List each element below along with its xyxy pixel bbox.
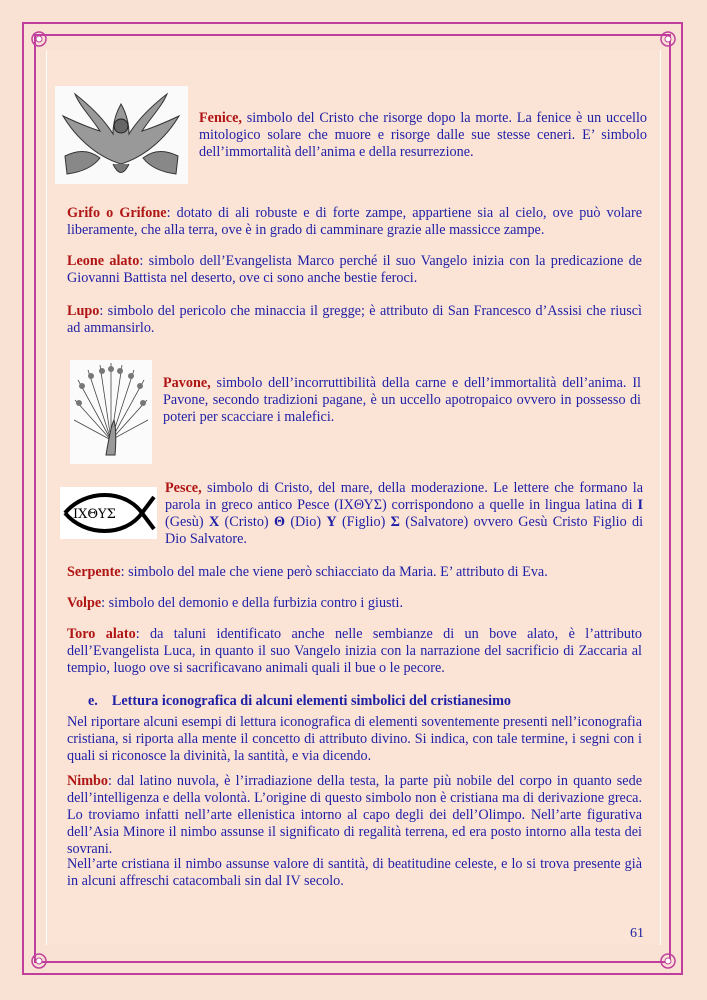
entry-grifo: [67, 205, 642, 239]
entry-fenice: [199, 110, 647, 161]
text-volpe: : simbolo del demonio e della furbizia contro i giusti.: [101, 595, 403, 611]
term-lupo: Lupo: [67, 303, 100, 319]
text-toro: : da taluni identificato anche nelle sembianze di un bove alato, è l’attributo dell’Evangelista Luca, in quanto il suo Vangelo inizia con la narrazione del sacrificio di Zaccaria al tempio, luogo ove si sacrificavano animali quali il bue o le pecore.: [67, 626, 642, 676]
term-fenice: Fenice,: [199, 110, 242, 126]
corner-ornament-icon: [28, 950, 50, 972]
section-heading: [88, 693, 511, 710]
corner-ornament-icon: [657, 950, 679, 972]
text-pesce-3: (Cristo): [219, 514, 274, 530]
entry-lupo: [67, 303, 642, 337]
corner-ornament-icon: [28, 28, 50, 50]
entry-toro: [67, 626, 642, 677]
letter-theta: Θ: [273, 514, 286, 530]
term-volpe: Volpe: [67, 595, 102, 611]
text-leone: : simbolo dell’Evangelista Marco perché il suo Vangelo inizia con la predicazione de Giovanni Battista nel deserto, ove ci sono anche bestie feroci.: [67, 253, 642, 286]
text-pesce-1: simbolo di Cristo, del mare, della moderazione. Le lettere che formano la parola in greco antico Pesce (ΙΧΘΥΣ) corrispondono a quelle in lingua latina di: [165, 480, 643, 513]
entry-volpe: [67, 595, 642, 612]
letter-x: X: [208, 514, 220, 530]
letter-i: I: [637, 497, 643, 513]
nimbo-paragraph-2: Nell’arte cristiana il nimbo assunse valore di santità, di beatitudine celeste, e lo si trova presente già in alcuni affreschi catacombali sin dal IV secolo.: [67, 856, 642, 889]
entry-serpente: [67, 564, 642, 581]
corner-ornament-icon: [657, 28, 679, 50]
text-pesce-5: (Figlio): [336, 514, 391, 530]
text-nimbo: : dal latino nuvola, è l’irradiazione della testa, la parte più nobile del corpo in quanto sede dell’intelligenza e della volontà. L’origine di questo simbolo non è cristiana ma di derivazione greca. Lo troviamo infatti nell’arte ellenistica intorno al capo degli dei dell’Olimpo. Nell’arte figurativa dell’Asia Minore il nimbo assunse il significato di regalità terrena, ed era posto intorno alla testa dei sovrani.: [67, 773, 642, 857]
letter-sigma: Σ: [390, 514, 400, 530]
section-intro: Nel riportare alcuni esempi di lettura iconografica di elementi soventemente presenti nell’iconografia cristiana, si riporta alla mente il concetto di attributo divino. Si indica, con tale termine, i segni con i quali si riconosce la divinità, la santità, e via dicendo.: [67, 714, 642, 764]
text-pavone: simbolo dell’incorruttibilità della carne e dell’immortalità dell’anima. Il Pavone, secondo tradizioni pagane, è un uccello apotropaico ovvero in possesso di poteri per scacciare i malefici.: [163, 375, 641, 425]
term-grifo: Grifo: [67, 205, 101, 221]
entry-leone: [67, 253, 642, 287]
term-grifone: Grifone: [119, 205, 167, 221]
term-serpente: Serpente: [67, 564, 121, 580]
text-pesce-4: (Dio): [285, 514, 327, 530]
section-title: Lettura iconografica di alcuni elementi simbolici del cristianesimo: [111, 693, 512, 709]
entry-pesce: [165, 480, 643, 548]
peacock-image: [70, 360, 152, 464]
text-serpente: : simbolo del male che viene però schiacciato da Maria. E’ attributo di Eva.: [120, 564, 548, 580]
term-toro: Toro alato: [67, 626, 136, 642]
term-grifo-sep: o: [100, 205, 120, 221]
ichthys-label: ΙΧΘΥΣ: [73, 507, 116, 522]
term-nimbo: Nimbo: [67, 773, 108, 789]
term-leone: Leone alato: [67, 253, 140, 269]
text-pesce-2: (Gesù): [165, 514, 209, 530]
page-number: 61: [630, 926, 644, 941]
letter-y: Y: [326, 514, 337, 530]
section-letter: e.: [88, 693, 98, 709]
entry-nimbo: [67, 773, 642, 858]
text-lupo: : simbolo del pericolo che minaccia il gregge; è attributo di San Francesco d’Assisi che riuscì ad ammansirlo.: [67, 303, 642, 336]
term-pavone: Pavone,: [163, 375, 211, 391]
entry-pavone: [163, 375, 641, 426]
text-fenice: simbolo del Cristo che risorge dopo la morte. La fenice è un uccello mitologico solare che muore e risorge dalle sue stesse ceneri. E’ simbolo dell’immortalità dell’anima e della resurrezione.: [199, 110, 647, 160]
phoenix-image: [55, 86, 188, 184]
ichthys-fish-image: [60, 487, 157, 539]
text-grifo: : dotato di ali robuste e di forte zampe, appartiene sia al cielo, ove può volare liberamente, che alla terra, ove è in grado di camminare grazie alle massicce zampe.: [67, 205, 642, 238]
text-pesce-6: (Salvatore) ovvero Gesù Cristo Figlio di Dio Salvatore.: [165, 514, 644, 547]
term-pesce: Pesce,: [165, 480, 202, 496]
